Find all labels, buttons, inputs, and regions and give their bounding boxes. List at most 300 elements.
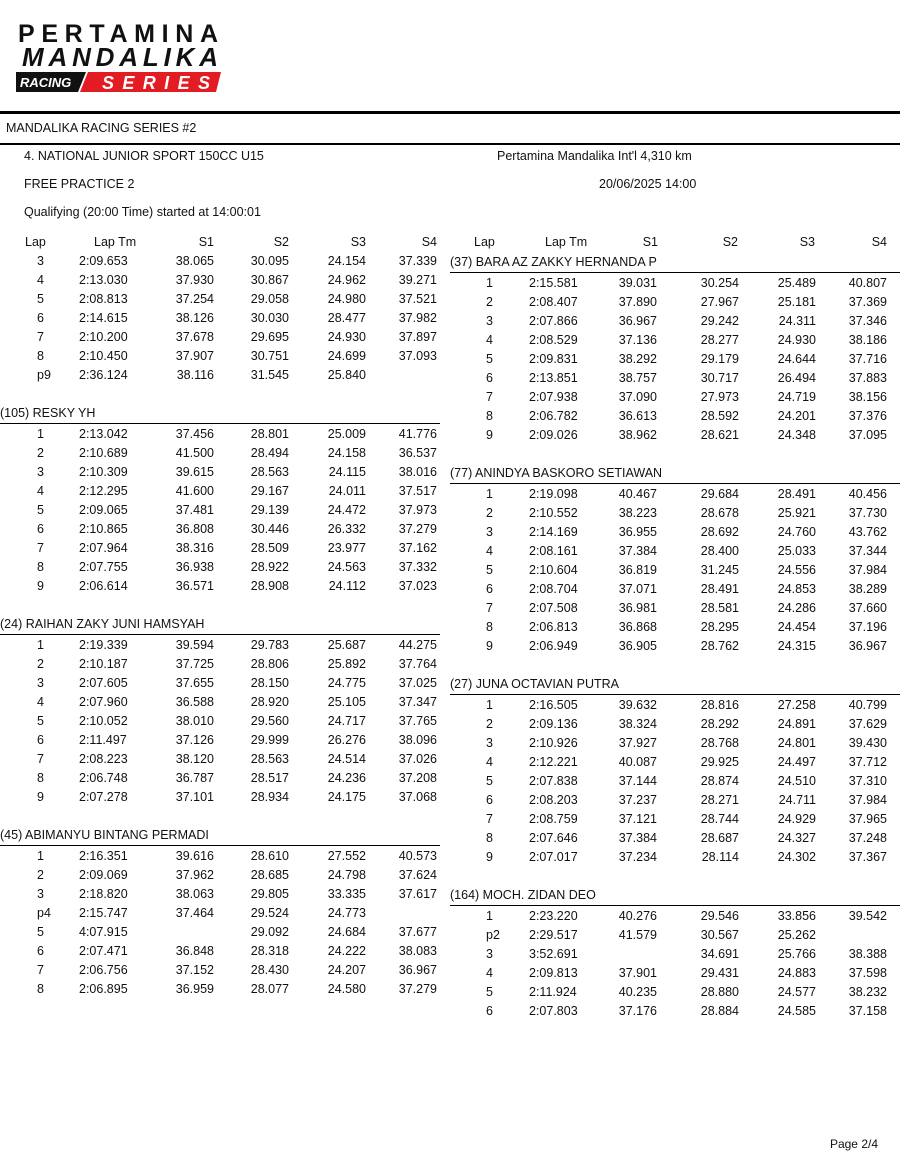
lap-row (0, 425, 440, 444)
sector-2: 28.678 (700, 506, 739, 520)
lap-row (450, 426, 900, 445)
sector-4: 37.376 (848, 409, 887, 423)
sector-2: 28.744 (700, 812, 739, 826)
sector-1: 37.927 (618, 736, 657, 750)
sector-3: 27.258 (777, 698, 816, 712)
lap-time: 2:09.065 (79, 503, 128, 517)
sector-2: 28.806 (250, 657, 289, 671)
lap-number: 8 (486, 409, 493, 423)
session-info: Qualifying (20:00 Time) started at 14:00:01 (24, 205, 261, 219)
sector-2: 27.973 (700, 390, 739, 404)
sector-1: 37.176 (618, 1004, 657, 1018)
sector-4: 40.573 (398, 849, 437, 863)
sector-4: 37.617 (398, 887, 437, 901)
sector-4: 37.712 (848, 755, 887, 769)
sector-3: 23.977 (327, 541, 366, 555)
sector-2: 28.581 (700, 601, 739, 615)
lap-number: 6 (486, 1004, 493, 1018)
sector-4: 37.196 (848, 620, 887, 634)
lap-time: 2:36.124 (79, 368, 128, 382)
lap-row (450, 637, 900, 656)
sector-3: 24.201 (777, 409, 816, 423)
sector-2: 28.271 (700, 793, 739, 807)
sector-2: 28.563 (250, 752, 289, 766)
lap-number: 6 (486, 371, 493, 385)
sector-2: 28.318 (250, 944, 289, 958)
sector-2: 28.874 (700, 774, 739, 788)
lap-row (0, 847, 440, 866)
lap-time: 2:10.552 (529, 506, 578, 520)
lap-number: 4 (486, 544, 493, 558)
lap-row (450, 810, 900, 829)
sector-2: 28.685 (250, 868, 289, 882)
sector-1: 36.848 (175, 944, 214, 958)
lap-time: 2:10.865 (79, 522, 128, 536)
lap-time: 2:11.924 (529, 985, 577, 999)
sector-1: 40.235 (618, 985, 657, 999)
sector-2: 29.684 (700, 487, 739, 501)
lap-row (450, 580, 900, 599)
lap-number: 5 (486, 985, 493, 999)
sector-2: 29.092 (250, 925, 289, 939)
lap-row (450, 407, 900, 426)
sector-3: 24.514 (327, 752, 366, 766)
sector-3: 28.491 (777, 487, 816, 501)
lap-row (0, 328, 440, 347)
sector-2: 31.545 (250, 368, 289, 382)
lap-row (0, 539, 440, 558)
sector-3: 24.717 (327, 714, 366, 728)
lap-row (0, 290, 440, 309)
sector-2: 28.801 (250, 427, 289, 441)
lap-time: 2:07.938 (529, 390, 578, 404)
sector-4: 37.367 (848, 850, 887, 864)
right-column (450, 233, 900, 1021)
sector-2: 30.867 (250, 273, 289, 287)
sector-1: 39.594 (175, 638, 214, 652)
lap-number: 4 (486, 333, 493, 347)
sector-1: 37.464 (175, 906, 214, 920)
sector-3: 24.580 (327, 982, 366, 996)
sector-3: 25.921 (777, 506, 816, 520)
sector-1: 37.962 (175, 868, 214, 882)
sector-2: 29.139 (250, 503, 289, 517)
lap-time: 2:29.517 (529, 928, 578, 942)
class-name: 4. NATIONAL JUNIOR SPORT 150CC U15 (24, 149, 264, 163)
sector-4: 40.456 (848, 487, 887, 501)
sector-4: 37.677 (398, 925, 437, 939)
sector-1: 37.121 (618, 812, 657, 826)
sector-3: 24.585 (777, 1004, 816, 1018)
lap-number: 1 (37, 427, 44, 441)
sector-2: 28.509 (250, 541, 289, 555)
sector-3: 24.348 (777, 428, 816, 442)
sector-1: 40.276 (618, 909, 657, 923)
sector-3: 24.760 (777, 525, 816, 539)
sector-3: 24.115 (328, 465, 366, 479)
sector-1: 41.579 (618, 928, 657, 942)
lap-number: 4 (37, 695, 44, 709)
lap-time: 2:12.221 (529, 755, 578, 769)
sector-1: 39.031 (618, 276, 657, 290)
sector-2: 31.245 (700, 563, 739, 577)
lap-time: 2:08.407 (529, 295, 578, 309)
sector-4: 37.982 (398, 311, 437, 325)
lap-number: 3 (486, 525, 493, 539)
lap-time: 2:07.471 (79, 944, 128, 958)
driver-underline (450, 905, 900, 906)
left-column (0, 233, 440, 999)
sector-1: 37.907 (175, 349, 214, 363)
sector-4: 37.332 (398, 560, 437, 574)
lap-time: 2:06.895 (79, 982, 128, 996)
driver-name (450, 252, 900, 272)
sector-2: 28.277 (700, 333, 739, 347)
lap-time: 2:10.689 (79, 446, 128, 460)
lap-row (0, 731, 440, 750)
sector-3: 24.798 (327, 868, 366, 882)
sector-1: 36.938 (175, 560, 214, 574)
sector-2: 30.446 (250, 522, 289, 536)
lap-row (450, 734, 900, 753)
sector-4: 40.799 (848, 698, 887, 712)
sector-3: 25.489 (777, 276, 816, 290)
sector-3: 24.980 (327, 292, 366, 306)
sector-4: 37.025 (398, 676, 437, 690)
lap-row (0, 252, 440, 271)
sector-4: 37.346 (848, 314, 887, 328)
lap-number: 6 (37, 944, 44, 958)
lap-time: 2:08.529 (529, 333, 578, 347)
driver-name (450, 463, 900, 483)
driver-underline (0, 423, 440, 424)
lap-time: 2:09.813 (529, 966, 578, 980)
driver-name (0, 825, 440, 845)
sector-1: 37.384 (618, 544, 657, 558)
lap-row (0, 520, 440, 539)
sector-4: 38.388 (848, 947, 887, 961)
lap-row (0, 309, 440, 328)
lap-time: 2:08.161 (529, 544, 578, 558)
lap-time: 2:07.866 (529, 314, 578, 328)
lap-row (450, 523, 900, 542)
sector-2: 28.114 (701, 850, 739, 864)
lap-row (450, 715, 900, 734)
lap-number: 9 (486, 639, 493, 653)
header-rule-bottom (0, 143, 900, 145)
sector-3: 24.327 (777, 831, 816, 845)
sector-4: 37.624 (398, 868, 437, 882)
sector-2: 30.254 (700, 276, 739, 290)
sector-3: 26.332 (327, 522, 366, 536)
sector-1: 36.613 (618, 409, 657, 423)
sector-4: 37.279 (398, 982, 437, 996)
sector-1: 38.010 (175, 714, 214, 728)
sector-1: 37.126 (175, 733, 214, 747)
sector-3: 28.477 (327, 311, 366, 325)
pertamina-mandalika-logo (16, 20, 221, 96)
header-s4: S4 (871, 235, 887, 249)
sector-3: 24.556 (777, 563, 816, 577)
lap-row (450, 561, 900, 580)
lap-time: 2:16.351 (79, 849, 128, 863)
driver-underline (450, 483, 900, 484)
sector-3: 24.883 (777, 966, 816, 980)
sector-4: 37.984 (848, 793, 887, 807)
sector-1: 37.237 (618, 793, 657, 807)
lap-number: p2 (486, 928, 500, 942)
sector-3: 27.552 (327, 849, 366, 863)
lap-number: 8 (37, 771, 44, 785)
driver-underline (450, 694, 900, 695)
lap-number: 8 (37, 349, 44, 363)
lap-number: 3 (486, 947, 493, 961)
sector-3: 24.962 (327, 273, 366, 287)
header-s3: S3 (350, 235, 366, 249)
header-s1: S1 (198, 235, 214, 249)
sector-3: 24.773 (327, 906, 366, 920)
sector-3: 24.286 (777, 601, 816, 615)
sector-4: 37.660 (848, 601, 887, 615)
lap-number: 4 (37, 273, 44, 287)
sector-2: 29.999 (250, 733, 289, 747)
lap-row (0, 769, 440, 788)
sector-1: 37.101 (175, 790, 214, 804)
circuit-name: Pertamina Mandalika Int'l 4,310 km (497, 149, 692, 163)
sector-2: 30.567 (700, 928, 739, 942)
sector-3: 24.207 (327, 963, 366, 977)
sector-4: 37.158 (848, 1004, 887, 1018)
logo-badge: RACING (20, 75, 72, 90)
lap-number: 7 (486, 390, 493, 404)
sector-4: 38.083 (398, 944, 437, 958)
sector-1: 36.571 (175, 579, 214, 593)
sector-2: 30.717 (700, 371, 739, 385)
driver-name-text: (45) ABIMANYU BINTANG PERMADI (0, 828, 209, 842)
sector-4: 38.289 (848, 582, 887, 596)
sector-4: 39.430 (848, 736, 887, 750)
lap-time: 4:07.915 (79, 925, 128, 939)
lap-time: 2:07.838 (529, 774, 578, 788)
lap-row (450, 1002, 900, 1021)
lap-row (450, 542, 900, 561)
sector-2: 28.934 (250, 790, 289, 804)
sector-2: 29.058 (250, 292, 289, 306)
lap-time: 2:06.782 (529, 409, 578, 423)
sector-1: 37.901 (618, 966, 657, 980)
sector-4: 37.162 (398, 541, 437, 555)
lap-number: 5 (486, 563, 493, 577)
sector-1: 37.152 (175, 963, 214, 977)
lap-row (0, 866, 440, 885)
sector-3: 24.510 (777, 774, 816, 788)
lap-time: 2:12.295 (79, 484, 128, 498)
lap-row (450, 848, 900, 867)
sector-4: 37.984 (848, 563, 887, 577)
sector-1: 37.655 (175, 676, 214, 690)
lap-number: 7 (486, 601, 493, 615)
sector-4: 37.629 (848, 717, 887, 731)
sector-3: 24.801 (777, 736, 816, 750)
sector-2: 28.491 (700, 582, 739, 596)
lap-time: 2:16.505 (529, 698, 578, 712)
lap-row (450, 696, 900, 715)
sector-1: 37.144 (618, 774, 657, 788)
lap-row (0, 501, 440, 520)
lap-time: 2:07.508 (529, 601, 578, 615)
lap-time: 2:09.653 (79, 254, 128, 268)
header-rule-top (0, 111, 900, 114)
lap-number: 2 (486, 506, 493, 520)
lap-time: 2:19.098 (529, 487, 578, 501)
lap-number: 1 (37, 849, 44, 863)
sector-3: 26.276 (327, 733, 366, 747)
sector-2: 28.610 (250, 849, 289, 863)
lap-number: 5 (486, 352, 493, 366)
header-lap: Lap (474, 235, 495, 249)
sector-4: 38.096 (398, 733, 437, 747)
lap-number: 3 (486, 736, 493, 750)
sector-4: 37.068 (398, 790, 437, 804)
lap-row (450, 829, 900, 848)
driver-name (0, 614, 440, 634)
sector-2: 28.922 (250, 560, 289, 574)
lap-time: 2:15.581 (529, 276, 578, 290)
sector-2: 29.242 (700, 314, 739, 328)
lap-row (450, 618, 900, 637)
sector-3: 24.472 (327, 503, 366, 517)
sector-2: 34.691 (700, 947, 739, 961)
sector-4: 38.016 (398, 465, 437, 479)
lap-row (450, 504, 900, 523)
sector-3: 24.302 (777, 850, 816, 864)
lap-row (450, 369, 900, 388)
lap-number: 2 (37, 657, 44, 671)
lap-number: 7 (37, 330, 44, 344)
sector-4: 37.339 (398, 254, 437, 268)
lap-number: 5 (37, 925, 44, 939)
lap-time: 2:07.278 (79, 790, 128, 804)
sector-1: 38.126 (175, 311, 214, 325)
sector-2: 28.884 (700, 1004, 739, 1018)
sector-1: 38.063 (175, 887, 214, 901)
lap-row (0, 636, 440, 655)
sector-1: 36.868 (618, 620, 657, 634)
lap-number: 3 (37, 465, 44, 479)
sector-2: 30.030 (250, 311, 289, 325)
sector-4: 36.967 (398, 963, 437, 977)
sector-1: 37.234 (618, 850, 657, 864)
lap-row (450, 312, 900, 331)
lap-time: 2:07.646 (529, 831, 578, 845)
sector-1: 39.615 (175, 465, 214, 479)
lap-time: 2:06.756 (79, 963, 128, 977)
sector-2: 29.546 (700, 909, 739, 923)
sector-3: 24.158 (327, 446, 366, 460)
lap-time: 2:09.069 (79, 868, 128, 882)
sector-3: 25.766 (777, 947, 816, 961)
session-datetime: 20/06/2025 14:00 (599, 177, 697, 191)
sector-2: 28.077 (250, 982, 289, 996)
sector-1: 40.087 (618, 755, 657, 769)
sector-3: 24.311 (778, 314, 816, 328)
lap-number: p9 (37, 368, 51, 382)
sector-1: 38.292 (618, 352, 657, 366)
sector-3: 25.033 (777, 544, 816, 558)
sector-4: 36.967 (848, 639, 887, 653)
sector-2: 28.295 (700, 620, 739, 634)
sector-2: 28.621 (700, 428, 739, 442)
lap-number: 5 (37, 292, 44, 306)
sector-3: 25.262 (777, 928, 816, 942)
lap-time: 2:10.052 (79, 714, 128, 728)
lap-number: 5 (37, 503, 44, 517)
lap-time: 2:10.604 (529, 563, 578, 577)
sector-3: 25.181 (777, 295, 816, 309)
event-title: MANDALIKA RACING SERIES #2 (6, 121, 197, 135)
header-s3: S3 (799, 235, 815, 249)
lap-time: 2:18.820 (79, 887, 128, 901)
lap-row (450, 753, 900, 772)
sector-1: 37.725 (175, 657, 214, 671)
sector-3: 24.684 (327, 925, 366, 939)
sector-1: 38.757 (618, 371, 657, 385)
lap-time: 2:08.704 (529, 582, 578, 596)
sector-3: 24.699 (327, 349, 366, 363)
lap-time: 2:07.960 (79, 695, 128, 709)
sector-3: 25.105 (327, 695, 366, 709)
driver-name-text: (164) MOCH. ZIDAN DEO (450, 888, 596, 902)
lap-row (450, 388, 900, 407)
sector-1: 36.787 (175, 771, 214, 785)
lap-number: 1 (37, 638, 44, 652)
lap-number: 6 (37, 522, 44, 536)
driver-name (450, 885, 900, 905)
sector-1: 36.955 (618, 525, 657, 539)
sector-2: 29.695 (250, 330, 289, 344)
lap-row (450, 350, 900, 369)
sector-3: 24.112 (328, 579, 366, 593)
lap-number: 6 (486, 793, 493, 807)
lap-row (450, 599, 900, 618)
sector-3: 24.454 (777, 620, 816, 634)
sector-4: 43.762 (848, 525, 887, 539)
lap-time: 2:19.339 (79, 638, 128, 652)
lap-time: 2:07.017 (529, 850, 578, 864)
lap-number: 9 (486, 850, 493, 864)
sector-1: 37.890 (618, 295, 657, 309)
sector-2: 29.925 (700, 755, 739, 769)
lap-time: 2:14.169 (529, 525, 578, 539)
sector-1: 41.500 (175, 446, 214, 460)
lap-time: 2:08.759 (529, 812, 578, 826)
sector-2: 28.292 (700, 717, 739, 731)
lap-row (450, 791, 900, 810)
sector-4: 40.807 (848, 276, 887, 290)
sector-4: 36.537 (398, 446, 437, 460)
lap-number: p4 (37, 906, 51, 920)
lap-row (0, 482, 440, 501)
sector-1: 37.254 (175, 292, 214, 306)
sector-2: 28.563 (250, 465, 289, 479)
sector-3: 24.929 (777, 812, 816, 826)
lap-number: 8 (486, 831, 493, 845)
sector-1: 37.071 (618, 582, 657, 596)
lap-number: 2 (486, 717, 493, 731)
lap-row (450, 964, 900, 983)
lap-time: 2:08.223 (79, 752, 128, 766)
sector-2: 29.431 (700, 966, 739, 980)
